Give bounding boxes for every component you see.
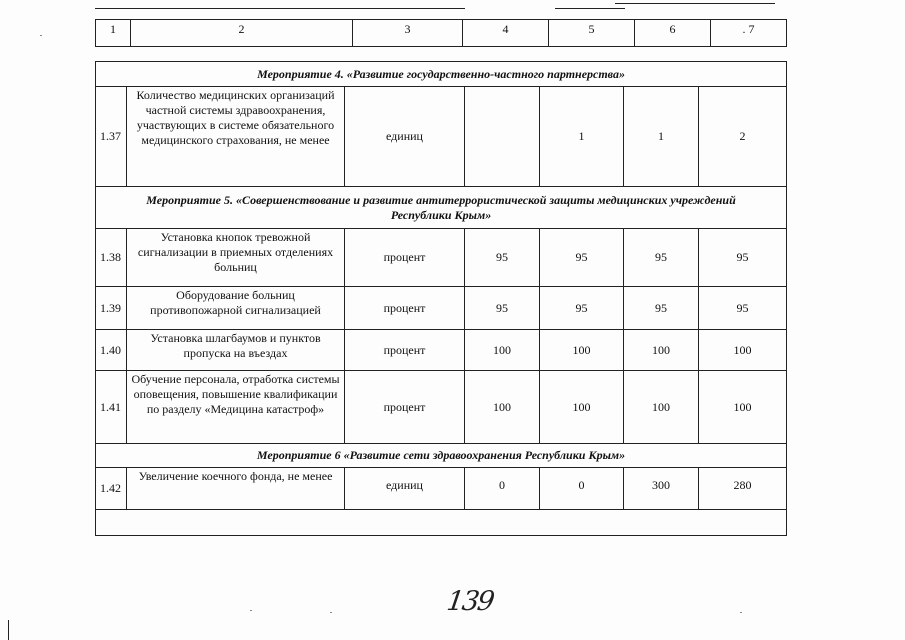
column-number-header [95,19,787,47]
value-col7: 2 [699,87,787,187]
value-col7: 95 [699,229,787,287]
indicator-name: Установка кнопок тревожной сигнализации в приемных отделениях больниц [127,229,345,287]
value-col5: 100 [540,371,624,444]
column-number-3: 3 [353,20,463,47]
table-row [96,229,787,287]
speck [250,610,252,611]
unit-cell: процент [345,229,465,287]
value-col4: 0 [465,468,540,510]
value-col6: 300 [624,468,699,510]
page-number: 139 [444,586,495,617]
indicator-name: Установка шлагбаумов и пунктов пропуска на въездах [127,330,345,371]
value-col7: 280 [699,468,787,510]
unit-cell: единиц [345,468,465,510]
section-row [96,444,787,468]
value-col4: 100 [465,371,540,444]
column-number-5: 5 [549,20,635,47]
indicator-name: Обучение персонала, отработка системы оповещения, повышение квалификации по разделу «Медицина катастроф» [127,371,345,444]
value-col5: 95 [540,287,624,330]
value-col6: 100 [624,330,699,371]
speck [40,35,42,36]
row-number: 1.37 [96,87,127,187]
value-col6: 1 [624,87,699,187]
unit-cell: процент [345,287,465,330]
empty-row [96,510,787,536]
value-col5: 1 [540,87,624,187]
indicators-table [95,61,787,536]
section-title: Мероприятие 5. «Совершенствование и развитие антитеррористической защиты медицинских учреждений Республики Крым» [96,187,787,229]
value-col6: 95 [624,287,699,330]
value-col7: 95 [699,287,787,330]
table-row [96,330,787,371]
left-margin-line [8,620,9,640]
row-number: 1.40 [96,330,127,371]
table-row [96,468,787,510]
section-title: Мероприятие 6 «Развитие сети здравоохранения Республики Крым» [96,444,787,468]
indicator-name: Увеличение коечного фонда, не менее [127,468,345,510]
value-col4: 100 [465,330,540,371]
section-title: Мероприятие 4. «Развитие государственно-частного партнерства» [96,62,787,87]
value-col7: 100 [699,330,787,371]
header-row [96,20,787,47]
value-col5: 0 [540,468,624,510]
column-number-2: 2 [131,20,353,47]
indicator-name: Количество медицинских организаций частной системы здравоохранения, участвующих в системе обязательного медицинского страхования, не менее [127,87,345,187]
value-col5: 95 [540,229,624,287]
value-col4: 95 [465,287,540,330]
speck [330,612,332,613]
value-col6: 100 [624,371,699,444]
value-col4: 95 [465,229,540,287]
section-row [96,187,787,229]
scan-line [95,8,465,9]
table-row [96,371,787,444]
table-row [96,287,787,330]
unit-cell: единиц [345,87,465,187]
row-number: 1.42 [96,468,127,510]
column-number-6: 6 [635,20,711,47]
value-col7: 100 [699,371,787,444]
value-col5: 100 [540,330,624,371]
column-number-7: . 7 [711,20,787,47]
row-number: 1.41 [96,371,127,444]
speck [740,612,742,613]
indicator-name: Оборудование больниц противопожарной сигнализацией [127,287,345,330]
row-number: 1.39 [96,287,127,330]
value-col4 [465,87,540,187]
empty-cell [96,510,787,536]
value-col6: 95 [624,229,699,287]
section-row [96,62,787,87]
column-number-4: 4 [463,20,549,47]
scan-line [555,8,625,9]
table-row [96,87,787,187]
unit-cell: процент [345,371,465,444]
scan-line [615,3,775,4]
row-number: 1.38 [96,229,127,287]
unit-cell: процент [345,330,465,371]
column-number-1: 1 [96,20,131,47]
